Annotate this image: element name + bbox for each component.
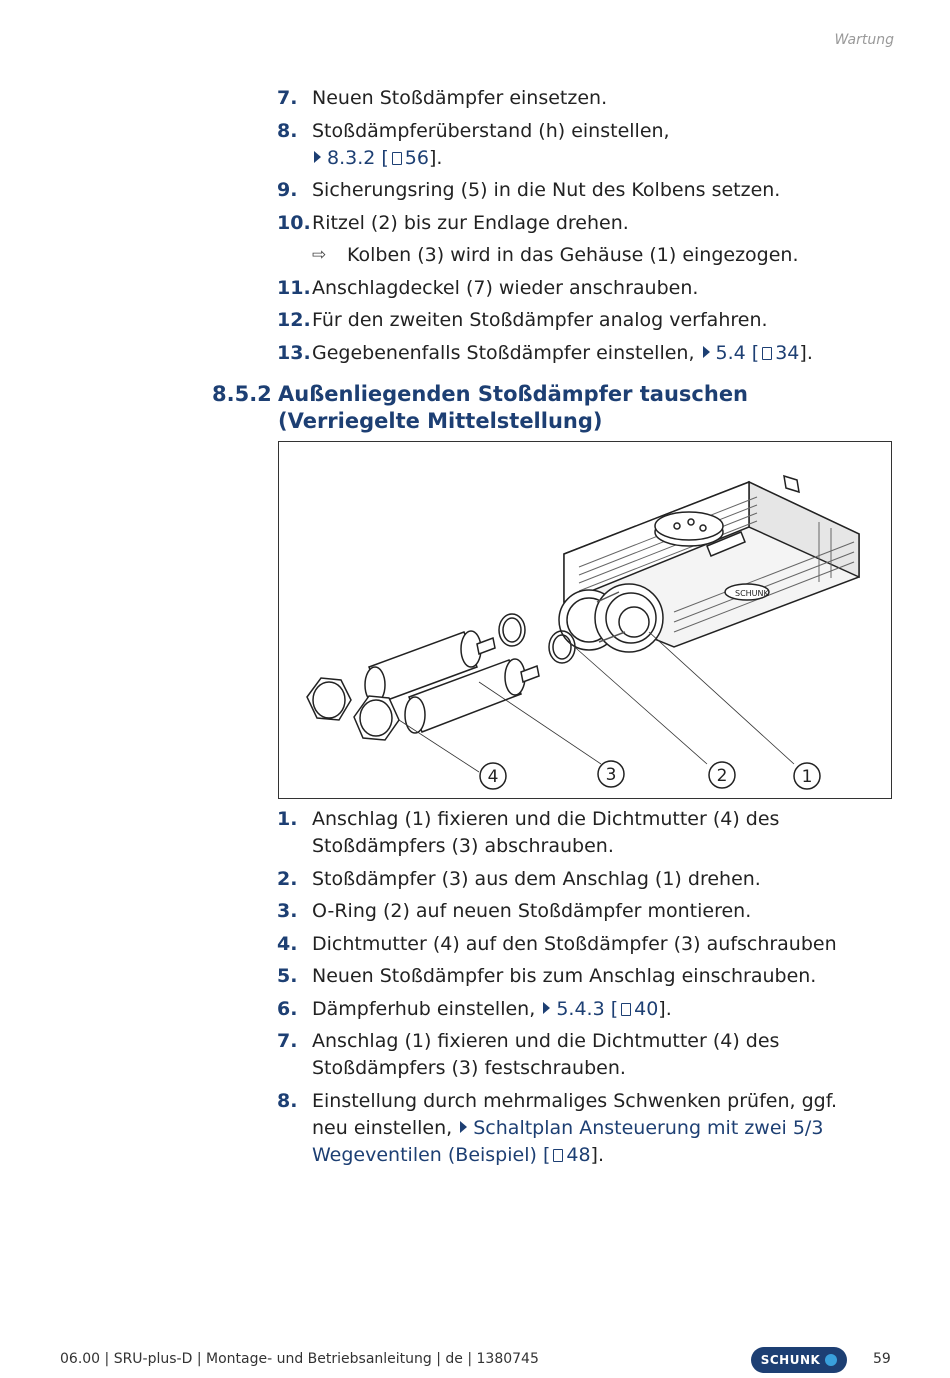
section-number: 8.5.2: [212, 382, 272, 406]
step-number: 4.: [277, 932, 298, 955]
callout-1: 1: [801, 767, 813, 787]
step-text-wrap: [312, 340, 877, 367]
reference-text: Schaltplan Ansteuerung mit zwei 5/3 Wegeventilen (Beispiel) [: [312, 1116, 824, 1166]
shock-absorber-figure: [278, 441, 892, 799]
step-number: 13.: [277, 341, 311, 364]
step-number: 2.: [277, 867, 298, 890]
logo-mark-icon: [825, 1354, 837, 1366]
step-number: 8.: [277, 119, 298, 142]
cross-reference-link[interactable]: [312, 147, 429, 169]
step-text: O-Ring (2) auf neuen Stoßdämpfer montieren.: [312, 900, 752, 922]
step-number: 10.: [277, 211, 311, 234]
step-text: Dichtmutter (4) auf den Stoßdämpfer (3) aufschrauben: [312, 932, 837, 955]
steps-list-b: [277, 806, 877, 1174]
step-item: [277, 898, 877, 925]
step-text: Sicherungsring (5) in die Nut des Kolbens setzen.: [312, 179, 781, 201]
step-item: [277, 118, 877, 172]
step-item: [277, 210, 877, 237]
step-text-wrap: [312, 85, 877, 112]
reference-page: 56: [404, 146, 429, 169]
callout-2: 2: [716, 766, 728, 786]
page-icon: [392, 152, 402, 165]
step-number: 3.: [277, 900, 298, 922]
step-number: 6.: [277, 997, 298, 1020]
step-number: 9.: [277, 179, 298, 201]
result-item: [277, 242, 877, 269]
reference-end: ].: [590, 1143, 604, 1166]
page-number: 59: [873, 1351, 891, 1367]
step-text: Stoßdämpferüberstand (h) einstellen,: [312, 119, 670, 142]
reference-text: 5.4.3 [: [556, 997, 619, 1020]
step-text-wrap: [312, 307, 877, 334]
step-item: [277, 963, 877, 990]
step-item: [277, 866, 877, 893]
step-number: 7.: [277, 1030, 298, 1052]
step-text-wrap: [312, 210, 877, 237]
logo-text: SCHUNK: [760, 1353, 821, 1367]
step-item: [277, 275, 877, 302]
step-text-wrap: [312, 996, 877, 1023]
step-number: 1.: [277, 808, 298, 830]
page-icon: [762, 347, 772, 360]
reference-page: 34: [775, 341, 800, 364]
step-number: 7.: [277, 87, 298, 109]
step-text: Dämpferhub einstellen,: [312, 997, 536, 1020]
step-text: Gegebenenfalls Stoßdämpfer einstellen,: [312, 341, 695, 364]
exploded-view-drawing: [279, 442, 891, 798]
step-text: Einstellung durch mehrmaliges Schwenken prüfen, ggf. neu einstellen,: [312, 1089, 838, 1139]
reference-end: ].: [658, 997, 672, 1020]
reference-end: ].: [799, 341, 813, 364]
callout-4: 4: [487, 767, 499, 787]
step-text-wrap: [312, 177, 877, 204]
footer-doc-info: 06.00 | SRU-plus-D | Montage- und Betriebsanleitung | de | 1380745: [60, 1351, 539, 1367]
step-text: Neuen Stoßdämpfer bis zum Anschlag einschrauben.: [312, 965, 817, 987]
step-number: 8.: [277, 1089, 298, 1112]
link-arrow-icon: [460, 1121, 467, 1133]
step-number: 12.: [277, 309, 311, 331]
step-text-wrap: [312, 963, 877, 990]
housing-logo: SCHUNK: [735, 589, 769, 598]
step-item: [277, 931, 877, 958]
step-item: [277, 307, 877, 334]
reference-page: 40: [634, 997, 659, 1020]
step-text-wrap: [312, 806, 877, 860]
reference-text: 8.3.2 [: [327, 146, 389, 169]
step-text-wrap: [312, 898, 877, 925]
step-text: Anschlagdeckel (7) wieder anschrauben.: [312, 276, 699, 299]
result-text: Kolben (3) wird in das Gehäuse (1) eingezogen.: [347, 244, 799, 266]
cross-reference-link[interactable]: [701, 342, 800, 364]
step-text: Anschlag (1) fixieren und die Dichtmutter (4) des Stoßdämpfers (3) abschrauben.: [312, 808, 780, 857]
step-item: [277, 1028, 877, 1082]
step-text-wrap: [312, 118, 877, 172]
step-text: Für den zweiten Stoßdämpfer analog verfahren.: [312, 309, 768, 331]
schunk-logo: [751, 1347, 847, 1373]
step-text: Neuen Stoßdämpfer einsetzen.: [312, 87, 608, 109]
reference-end: ].: [428, 146, 443, 169]
step-item: [277, 177, 877, 204]
page-icon: [553, 1149, 563, 1162]
step-item: [277, 806, 877, 860]
step-text-wrap: [312, 1088, 877, 1169]
step-item: [277, 996, 877, 1023]
step-text-wrap: [312, 931, 877, 958]
section-title: Außenliegenden Stoßdämpfer tauschen (Verriegelte Mittelstellung): [278, 382, 749, 433]
step-number: 11.: [277, 276, 311, 299]
link-arrow-icon: [314, 151, 321, 163]
step-item: [277, 1088, 877, 1169]
cross-reference-link[interactable]: [541, 998, 658, 1020]
step-text-wrap: [312, 275, 877, 302]
reference-text: 5.4 [: [715, 341, 760, 364]
step-item: [277, 340, 877, 367]
step-text: Ritzel (2) bis zur Endlage drehen.: [312, 211, 629, 234]
steps-list-a: [277, 85, 877, 372]
step-text-wrap: [312, 866, 877, 893]
running-header: Wartung: [834, 32, 894, 48]
step-item: [277, 85, 877, 112]
link-arrow-icon: [703, 346, 710, 358]
callout-3: 3: [605, 765, 617, 785]
reference-page: 48: [566, 1143, 591, 1166]
step-text: Anschlag (1) fixieren und die Dichtmutter (4) des Stoßdämpfers (3) festschrauben.: [312, 1030, 780, 1079]
result-arrow-icon: ⇨: [312, 245, 327, 265]
step-text: Stoßdämpfer (3) aus dem Anschlag (1) drehen.: [312, 867, 761, 890]
page-icon: [621, 1003, 631, 1016]
step-text-wrap: [312, 1028, 877, 1082]
step-number: 5.: [277, 965, 298, 987]
link-arrow-icon: [543, 1002, 550, 1014]
